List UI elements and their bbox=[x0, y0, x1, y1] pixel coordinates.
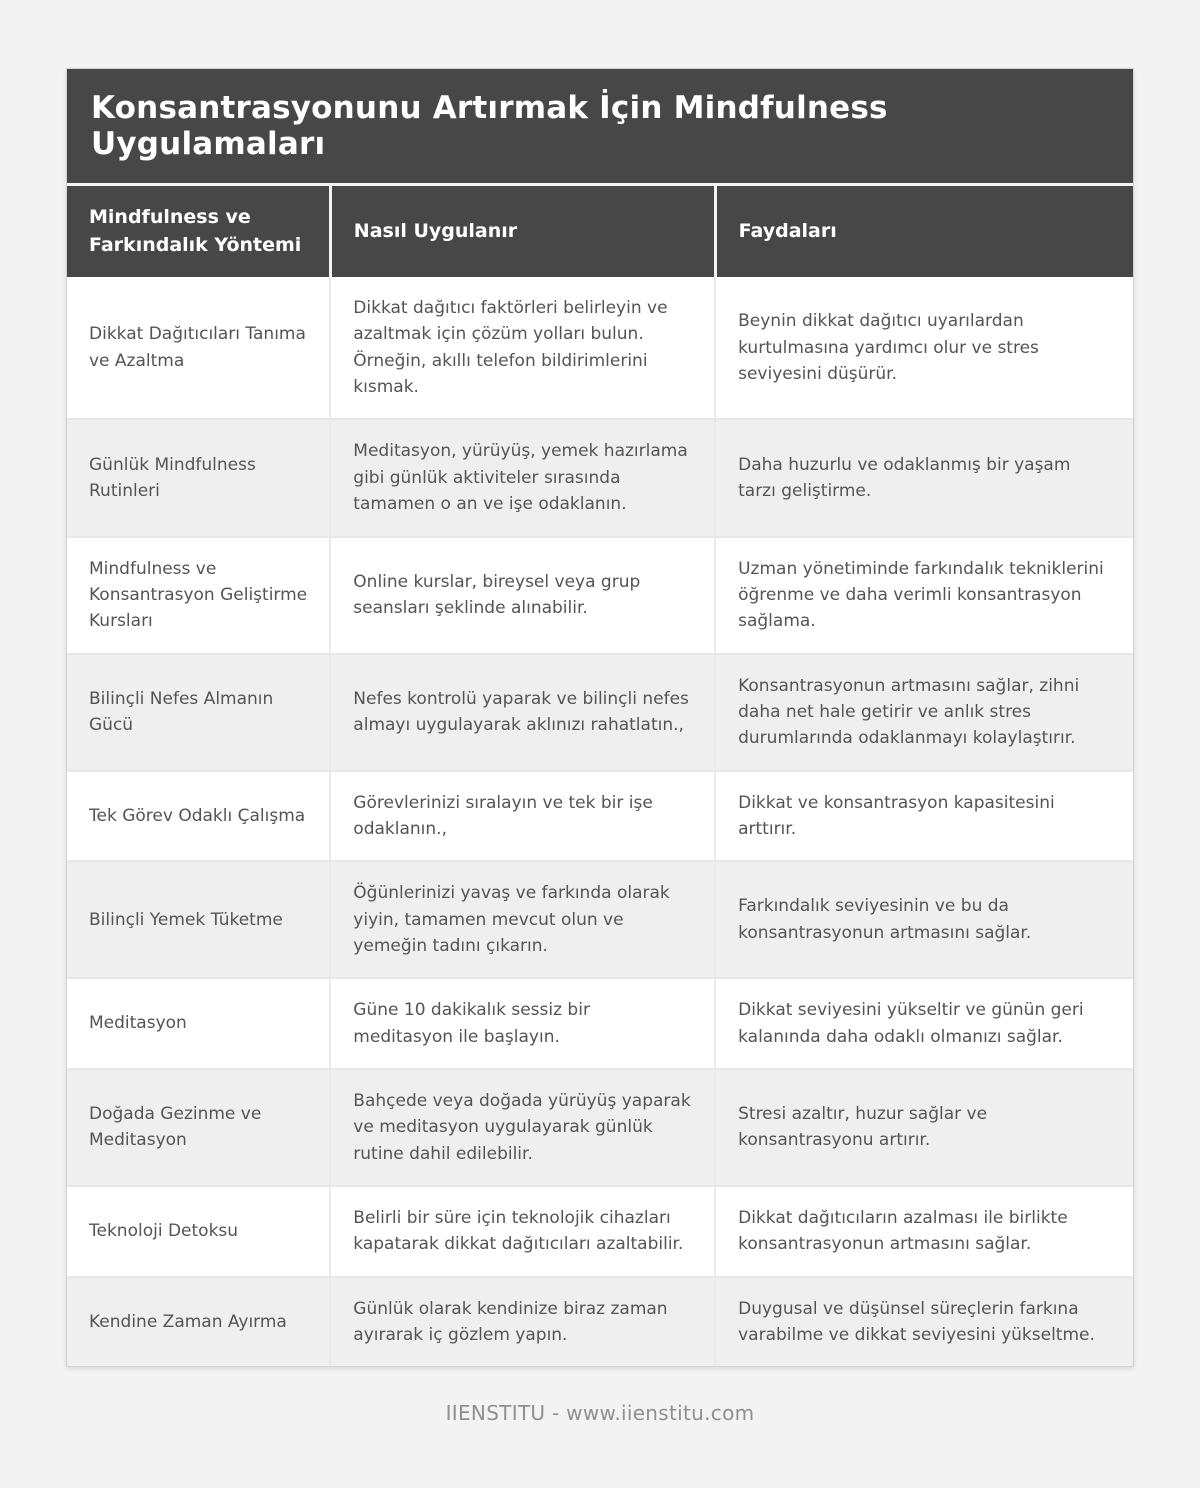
column-header-benefits: Faydaları bbox=[715, 186, 1133, 277]
cell-method: Dikkat Dağıtıcıları Tanıma ve Azaltma bbox=[67, 277, 330, 419]
column-header-how: Nasıl Uygulanır bbox=[330, 186, 715, 277]
cell-benefit: Uzman yönetiminde farkındalık tekniklerini öğrenme ve daha verimli konsantrasyon sağlama. bbox=[715, 537, 1133, 654]
cell-method: Doğada Gezinme ve Meditasyon bbox=[67, 1069, 330, 1186]
table-row bbox=[67, 861, 1133, 978]
cell-how: Görevlerinizi sıralayın ve tek bir işe odaklanın., bbox=[330, 771, 715, 862]
cell-method: Meditasyon bbox=[67, 978, 330, 1069]
table-row bbox=[67, 771, 1133, 862]
column-header-method: Mindfulness ve Farkındalık Yöntemi bbox=[67, 186, 330, 277]
mindfulness-table bbox=[67, 186, 1133, 1366]
cell-benefit: Dikkat ve konsantrasyon kapasitesini arttırır. bbox=[715, 771, 1133, 862]
cell-benefit: Dikkat dağıtıcıların azalması ile birlikte konsantrasyonun artmasını sağlar. bbox=[715, 1186, 1133, 1277]
page-title: Konsantrasyonunu Artırmak İçin Mindfulness Uygulamaları bbox=[67, 69, 1133, 186]
cell-method: Tek Görev Odaklı Çalışma bbox=[67, 771, 330, 862]
table-row bbox=[67, 654, 1133, 771]
footer-credit: IIENSTITU - www.iienstitu.com bbox=[445, 1401, 755, 1426]
table-row bbox=[67, 419, 1133, 536]
table-row bbox=[67, 1069, 1133, 1186]
cell-how: Meditasyon, yürüyüş, yemek hazırlama gibi günlük aktiviteler sırasında tamamen o an ve işe odaklanın. bbox=[330, 419, 715, 536]
cell-benefit: Duygusal ve düşünsel süreçlerin farkına varabilme ve dikkat seviyesini yükseltme. bbox=[715, 1277, 1133, 1367]
table-row bbox=[67, 277, 1133, 419]
table-row bbox=[67, 1186, 1133, 1277]
cell-how: Belirli bir süre için teknolojik cihazları kapatarak dikkat dağıtıcıları azaltabilir. bbox=[330, 1186, 715, 1277]
cell-how: Dikkat dağıtıcı faktörleri belirleyin ve azaltmak için çözüm yolları bulun. Örneğin, akıllı telefon bildirimlerini kısmak. bbox=[330, 277, 715, 419]
cell-how: Nefes kontrolü yaparak ve bilinçli nefes almayı uygulayarak aklınızı rahatlatın., bbox=[330, 654, 715, 771]
cell-benefit: Konsantrasyonun artmasını sağlar, zihni daha net hale getirir ve anlık stres durumlarında odaklanmayı kolaylaştırır. bbox=[715, 654, 1133, 771]
table-row bbox=[67, 537, 1133, 654]
cell-how: Güne 10 dakikalık sessiz bir meditasyon ile başlayın. bbox=[330, 978, 715, 1069]
cell-how: Günlük olarak kendinize biraz zaman ayırarak iç gözlem yapın. bbox=[330, 1277, 715, 1367]
cell-method: Mindfulness ve Konsantrasyon Geliştirme Kursları bbox=[67, 537, 330, 654]
mindfulness-table-card bbox=[66, 68, 1134, 1367]
cell-method: Teknoloji Detoksu bbox=[67, 1186, 330, 1277]
table-row bbox=[67, 1277, 1133, 1367]
cell-benefit: Beynin dikkat dağıtıcı uyarılardan kurtulmasına yardımcı olur ve stres seviyesini düşürür. bbox=[715, 277, 1133, 419]
cell-method: Bilinçli Nefes Almanın Gücü bbox=[67, 654, 330, 771]
cell-how: Öğünlerinizi yavaş ve farkında olarak yiyin, tamamen mevcut olun ve yemeğin tadını çıkarın. bbox=[330, 861, 715, 978]
cell-method: Kendine Zaman Ayırma bbox=[67, 1277, 330, 1367]
cell-benefit: Daha huzurlu ve odaklanmış bir yaşam tarzı geliştirme. bbox=[715, 419, 1133, 536]
cell-how: Bahçede veya doğada yürüyüş yaparak ve meditasyon uygulayarak günlük rutine dahil edilebilir. bbox=[330, 1069, 715, 1186]
cell-benefit: Farkındalık seviyesinin ve bu da konsantrasyonun artmasını sağlar. bbox=[715, 861, 1133, 978]
cell-how: Online kurslar, bireysel veya grup seansları şeklinde alınabilir. bbox=[330, 537, 715, 654]
header-row bbox=[67, 186, 1133, 277]
cell-benefit: Dikkat seviyesini yükseltir ve günün geri kalanında daha odaklı olmanızı sağlar. bbox=[715, 978, 1133, 1069]
cell-method: Bilinçli Yemek Tüketme bbox=[67, 861, 330, 978]
table-row bbox=[67, 978, 1133, 1069]
cell-benefit: Stresi azaltır, huzur sağlar ve konsantrasyonu artırır. bbox=[715, 1069, 1133, 1186]
cell-method: Günlük Mindfulness Rutinleri bbox=[67, 419, 330, 536]
